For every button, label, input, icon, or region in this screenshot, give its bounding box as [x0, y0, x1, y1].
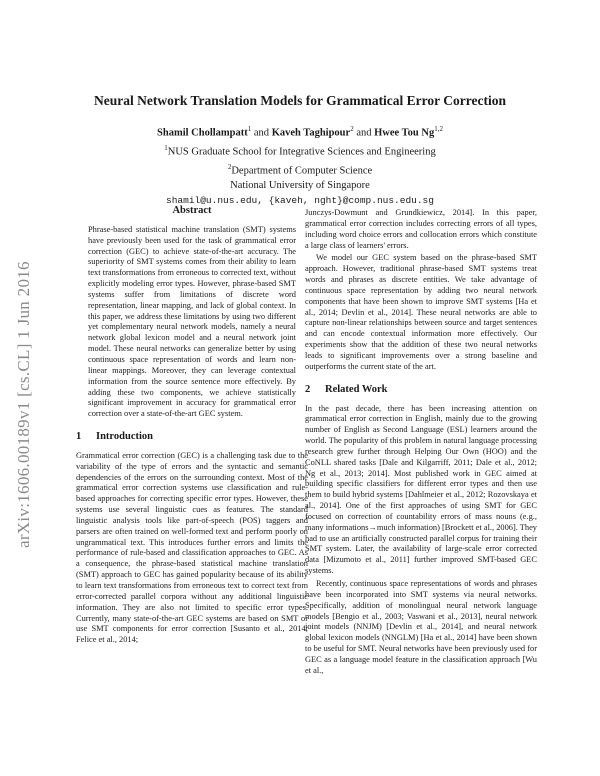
author-block: [0, 122, 600, 208]
author-1: Shamil Chollampatt: [157, 127, 248, 139]
right-column: [305, 208, 537, 677]
left-column: [76, 206, 308, 646]
affiliation-1: $^1$NUS Graduate School for Integrative Sciences and Engineering: [164, 144, 436, 158]
arxiv-stamp: arXiv:1606.00189v1 [cs.CL] 1 Jun 2016: [14, 261, 33, 548]
affiliation-3: National University of Singapore: [230, 180, 370, 191]
author-emails: shamil@u.nus.edu, {kaveh, nght}@comp.nus.edu.sg: [166, 194, 434, 206]
abstract-text: Phrase-based statistical machine translation (SMT) systems have previously been used for the task of grammatical error correction (GEC) to achieve state-of-the-art accuracy. The superiority of SMT systems comes from their ability to learn text transformations from erroneous to corrected text, without explicitly modeling error types. However, phrase-based SMT systems suffer from limitations of discrete word representation, linear mapping, and lack of global context. In this paper, we address these limitations by using two different yet complementary neural network models, namely a neural network global lexicon model and a neural network joint model. These neural networks can generalize better by using continuous space representation of words and learn non-linear mappings. Moreover, they can leverage contextual information from the source sentence more effectively. By adding these two components, we achieve statistically significant improvement in accuracy for grammatical error correction over a state-of-the-art GEC system.: [88, 224, 296, 419]
intro-continued-paragraph: Junczys-Dowmunt and Grundkiewicz, 2014]. In this paper, grammatical error correction includes correcting errors of all types, including word choice errors and collocation errors which constitute a large class of learners' errors.: [305, 208, 537, 250]
intro-model-paragraph: We model our GEC system based on the phrase-based SMT approach. However, traditional phrase-based SMT systems treat words and phrases as discrete entities. We take advantage of continuous space representation by adding two neural network components that have been shown to improve SMT systems [Ha et al., 2014; Devlin et al., 2014]. These neural networks are able to capture non-linear relationships between source and target sentences and can encode contextual information more effectively. Our experiments show that the addition of these two neural networks leads to significant improvements over a strong baseline and outperforms the current state of the art.: [305, 253, 537, 371]
related-work-paragraph-1: In the past decade, there has been increasing attention on grammatical error correction in English, mainly due to the growing number of English as Second Language (ESL) learners around the world. The popularity of this problem in natural language processing research grew further through Helping Our Own (HOO) and the CoNLL shared tasks [Dale and Kilgarriff, 2011; Dale et al., 2012; Ng et al., 2013; 2014]. Most published work in GEC aimed at building specific classifiers for different error types and then use them to build hybrid systems [Dahlmeier et al., 2012; Rozovskaya et al., 2014]. One of the first approaches of using SMT for GEC focused on correction of countability errors of mass nouns (e.g., many informations→much information) [Brockett et al., 2006]. They had to use an artificially constructed parallel corpus for training their SMT system. Later, the availability of large-scale error corrected data [Mizumoto et al., 2011] further improved SMT-based GEC systems.: [305, 403, 537, 576]
author-2: Kaveh Taghipour: [271, 127, 351, 139]
abstract-heading: Abstract: [172, 205, 212, 216]
author-3: Hwee Tou Ng: [374, 127, 435, 139]
paper-title: Neural Network Translation Models for Grammatical Error Correction: [93, 93, 507, 108]
section-heading-related-work: 2 Related Work: [305, 383, 388, 395]
section-heading-introduction: 1 Introduction: [76, 431, 153, 443]
related-work-paragraph-2: Recently, continuous space representations of words and phrases have been incorporated into SMT systems via neural networks. Specifically, addition of monolingual neural network language models [Bengio et al., 2003; Vaswani et al., 2013], neural network joint models (NNJM) [Devlin et al., 2014], and neural network global lexicon models (NNGLM) [Ha et al., 2014] have been shown to be useful for SMT. Neural networks have been previously used for GEC as a language model feature in the classification approach [Wu et al.,: [305, 579, 537, 675]
author-names: Shamil Chollampatt$^1$ and Kaveh Taghipour$^2$ and Hwee Tou Ng$^{1,2}$: [157, 125, 443, 139]
introduction-paragraph: Grammatical error correction (GEC) is a challenging task due to the variability of the type of errors and the syntactic and semantic dependencies of the errors on the surrounding context. Most of the grammatical error correction systems use classification and rule-based approaches for correcting specific error types. However, these systems use several linguistic cues as features. The standard linguistic analysis tools like part-of-speech (POS) taggers and parsers are often trained on well-formed text and perform poorly on ungrammatical text. This introduces further errors and limits the performance of rule-based and classification approaches to GEC. As a consequence, the phrase-based statistical machine translation (SMT) approach to GEC has gained popularity because of its ability to learn text transformations from erroneous text to correct text from error-corrected parallel corpora without any additional linguistic information. They are also not limited to specific error types. Currently, many state-of-the-art GEC systems are based on SMT or use SMT components for error correction [Susanto et al., 2014; Felice et al., 2014;: [76, 450, 308, 645]
affiliation-2: $^2$Department of Computer Science: [227, 163, 373, 177]
